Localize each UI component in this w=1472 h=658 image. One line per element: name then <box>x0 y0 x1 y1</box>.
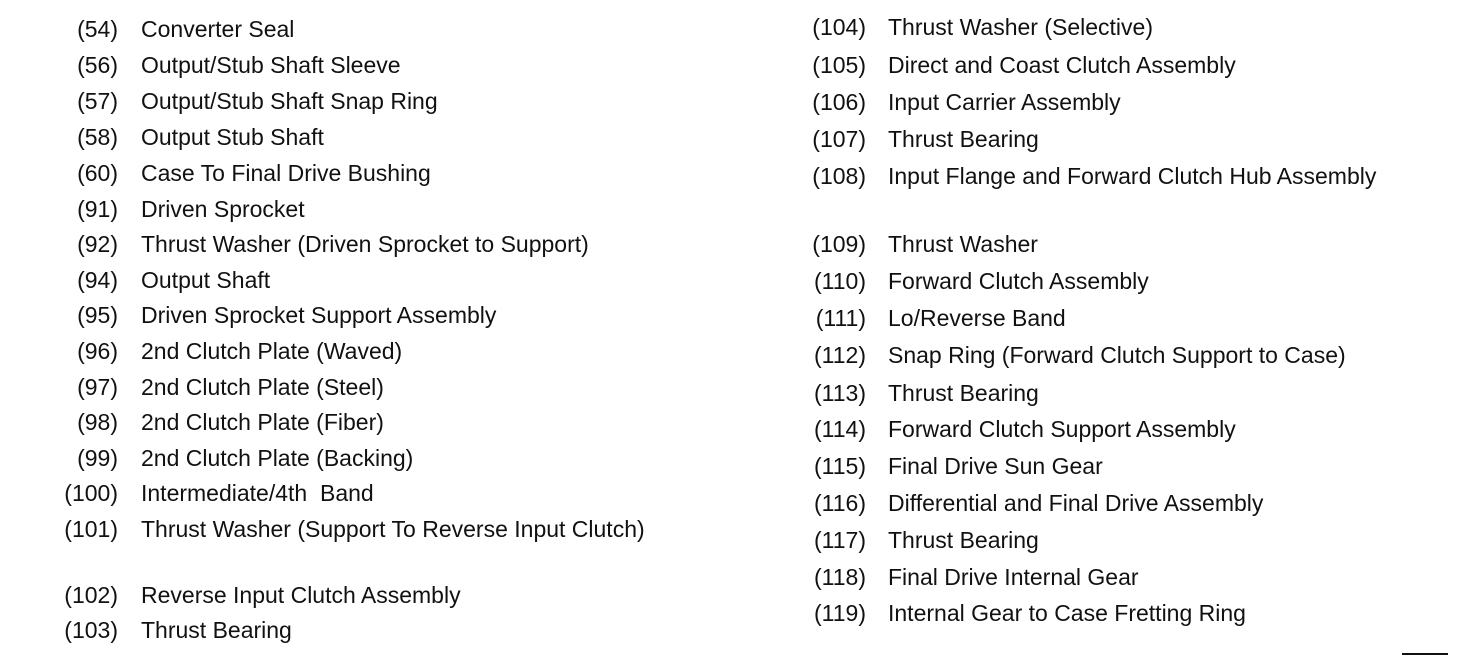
item-description: Intermediate/4th Band <box>141 480 374 506</box>
item-description: Snap Ring (Forward Clutch Support to Case) <box>888 342 1346 368</box>
item-number: (54) <box>77 16 118 42</box>
item-number: (104) <box>812 14 866 40</box>
item-description: Input Flange and Forward Clutch Hub Assembly <box>888 163 1377 189</box>
item-description: 2nd Clutch Plate (Fiber) <box>141 409 384 435</box>
item-number: (96) <box>77 338 118 364</box>
item-number: (92) <box>77 231 118 257</box>
item-description: Forward Clutch Assembly <box>888 268 1149 294</box>
item-description: Internal Gear to Case Fretting Ring <box>888 600 1246 626</box>
item-number: (107) <box>812 126 866 152</box>
item-description: Thrust Bearing <box>141 617 292 643</box>
item-number: (98) <box>77 409 118 435</box>
item-description: Driven Sprocket Support Assembly <box>141 302 497 328</box>
item-number: (118) <box>814 564 866 590</box>
item-description: Final Drive Internal Gear <box>888 564 1139 590</box>
item-description: Driven Sprocket <box>141 196 305 222</box>
item-description: Converter Seal <box>141 16 295 42</box>
item-description: Final Drive Sun Gear <box>888 453 1103 479</box>
item-number: (119) <box>814 600 866 626</box>
item-description: Output Stub Shaft <box>141 124 324 150</box>
item-number: (105) <box>812 52 866 78</box>
item-number: (58) <box>77 124 118 150</box>
item-number: (56) <box>77 52 118 78</box>
item-number: (110) <box>814 268 866 294</box>
item-number: (113) <box>814 380 866 406</box>
item-number: (116) <box>814 490 866 516</box>
item-number: (106) <box>812 89 866 115</box>
item-number: (99) <box>77 445 118 471</box>
item-description: Thrust Washer <box>888 231 1038 257</box>
item-number: (117) <box>814 527 866 553</box>
item-description: Forward Clutch Support Assembly <box>888 416 1236 442</box>
item-description: Thrust Washer (Driven Sprocket to Support) <box>141 231 589 257</box>
item-number: (91) <box>77 196 118 222</box>
item-description: Thrust Washer (Support To Reverse Input Clutch) <box>141 516 645 542</box>
item-number: (114) <box>814 416 866 442</box>
item-number: (97) <box>77 374 118 400</box>
item-description: 2nd Clutch Plate (Steel) <box>141 374 384 400</box>
item-number: (112) <box>814 342 866 368</box>
item-number: (101) <box>64 516 118 542</box>
item-description: Direct and Coast Clutch Assembly <box>888 52 1236 78</box>
item-number: (115) <box>814 453 866 479</box>
item-description: Output/Stub Shaft Sleeve <box>141 52 401 78</box>
item-description: Thrust Bearing <box>888 380 1039 406</box>
item-number: (95) <box>77 302 118 328</box>
item-number: (102) <box>64 582 118 608</box>
item-number: (57) <box>77 88 118 114</box>
item-number: (111) <box>815 305 866 331</box>
item-description: Input Carrier Assembly <box>888 89 1121 115</box>
item-description: Reverse Input Clutch Assembly <box>141 582 461 608</box>
item-description: Output Shaft <box>141 267 271 293</box>
item-description: 2nd Clutch Plate (Waved) <box>141 338 403 364</box>
item-description: Output/Stub Shaft Snap Ring <box>141 88 438 114</box>
item-number: (109) <box>812 231 866 257</box>
item-number: (108) <box>812 163 866 189</box>
item-description: Thrust Bearing <box>888 527 1039 553</box>
item-description: Case To Final Drive Bushing <box>141 160 431 186</box>
item-description: Thrust Bearing <box>888 126 1039 152</box>
item-number: (100) <box>64 480 118 506</box>
item-number: (60) <box>77 160 118 186</box>
item-description: Differential and Final Drive Assembly <box>888 490 1264 516</box>
item-description: 2nd Clutch Plate (Backing) <box>141 445 414 471</box>
item-description: Lo/Reverse Band <box>888 305 1066 331</box>
page-corner-rule <box>1402 653 1448 655</box>
item-number: (94) <box>77 267 118 293</box>
item-number: (103) <box>64 617 118 643</box>
item-description: Thrust Washer (Selective) <box>888 14 1153 40</box>
